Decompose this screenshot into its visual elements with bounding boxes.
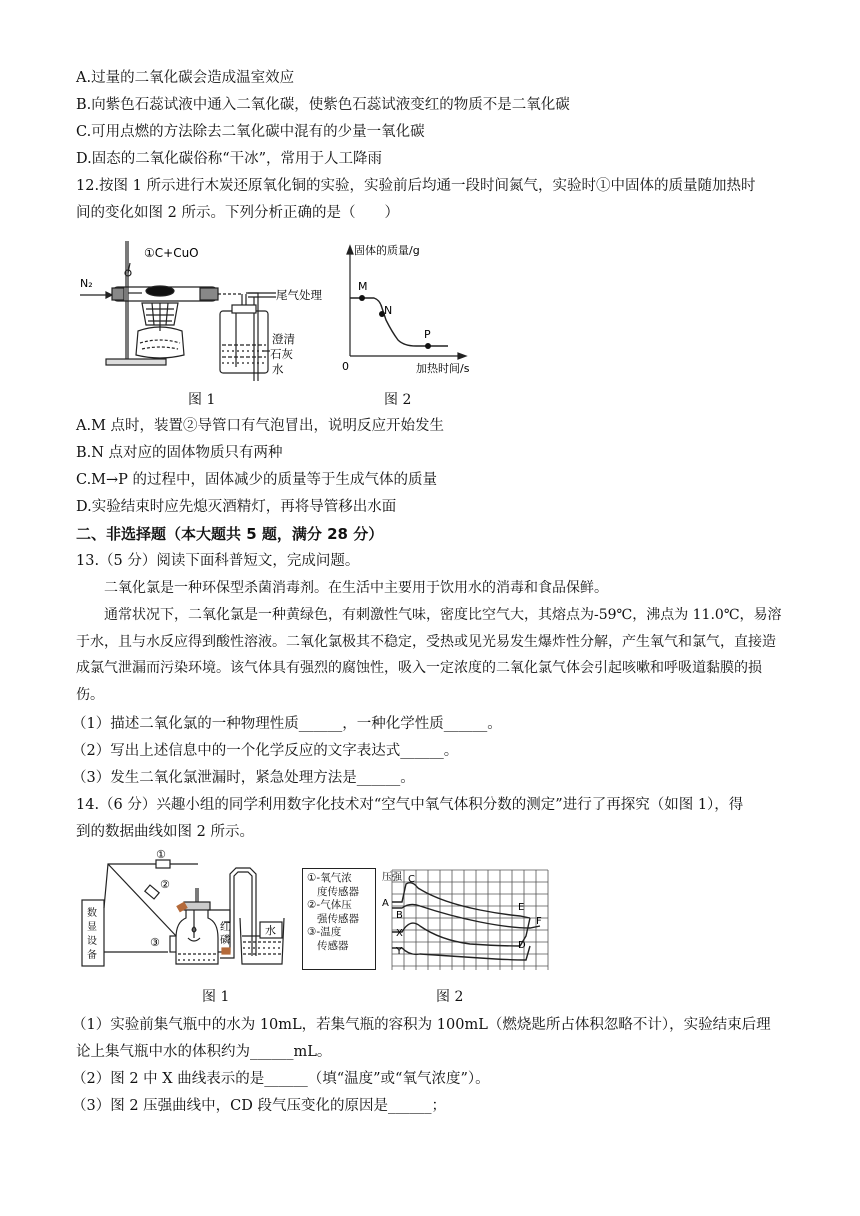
legend-temperature-1: ③-温度 [307, 926, 342, 938]
point-m-label: M [358, 280, 368, 293]
legend-oxygen-1: ①-氧气浓 [307, 872, 352, 884]
legend-pressure-1: ②-气体压 [307, 899, 352, 911]
q12-figure1-caption: 图 1 [188, 392, 216, 408]
curve-label-a: A [382, 898, 389, 909]
q13-stem: 13.（5 分）阅读下面科普短文，完成问题。 [76, 553, 360, 569]
curve-label-b: B [396, 910, 403, 921]
curve-label-d: D [518, 940, 526, 951]
fig2-origin: 0 [342, 360, 349, 373]
curve-label-c: C [408, 874, 415, 885]
pressure-label: 压强 [382, 872, 402, 883]
section2-title: 二、非选择题（本大题共 5 题，满分 28 分） [76, 525, 384, 543]
q14-figure2-caption: 图 2 [436, 989, 464, 1005]
tube-contents-label: ①C+CuO [144, 246, 199, 260]
fig2-ylabel: 固体的质量/g [354, 244, 420, 257]
curve-label-x: X [396, 928, 403, 939]
legend-pressure-2: 强传感器 [317, 912, 359, 925]
curve-label-f: F [536, 916, 542, 927]
q12-stem-line1: 12.按图 1 所示进行木炭还原氧化铜的实验，实验前后均通一段时间氮气，实验时①中固体的质量随加热时 [76, 178, 756, 194]
q12-option-b: B.N 点对应的固体物质只有两种 [76, 445, 283, 461]
q13-subquestion-2: （2）写出上述信息中的一个化学反应的文字表达式______。 [72, 743, 459, 759]
curve-label-y: Y [396, 946, 403, 957]
q13-subquestion-3: （3）发生二氧化氯泄漏时，紧急处理方法是______。 [72, 770, 415, 786]
q12-figure2-caption: 图 2 [384, 392, 412, 408]
q12-figure1-apparatus [76, 233, 336, 381]
point-p-dot [425, 343, 431, 349]
q13-passage-para2: 通常状况下，二氧化氯是一种黄绿色，有刺激性气味，密度比空气大，其熔点为-59℃，沸点为 11.0℃，易溶于水，且与水反应得到酸性溶液。二氧化氯极其不稳定，受热或见光易发生爆炸性分解，产生氧气和氯气，直接造成氯气泄漏而污染环境。该气体具有强烈的腐蚀性，吸入一定浓度的二氧化氯气体会引起咳嗽和呼吸道黏膜的损伤。 [76, 607, 782, 703]
q14-figure2-graph [380, 866, 550, 974]
limewater-label-3: 水 [272, 362, 284, 376]
n2-label: N₂ [80, 277, 93, 290]
q12-option-a: A.M 点时，装置②导管口有气泡冒出，说明反应开始发生 [76, 418, 445, 434]
legend-oxygen-2: 度传感器 [317, 885, 359, 898]
q14-subquestion-2: （2）图 2 中 X 曲线表示的是______（填“温度”或“氧气浓度”）。 [72, 1071, 490, 1087]
q14-subquestion-3: （3）图 2 压强曲线中，CD 段气压变化的原因是______； [72, 1098, 446, 1114]
q11-option-b: B.向紫色石蕊试液中通入二氧化碳，使紫色石蕊试液变红的物质不是二氧化碳 [76, 97, 570, 113]
sensor1-marker: ① [156, 848, 166, 861]
tail-gas-label: 尾气处理 [276, 288, 322, 302]
limewater-label-2: 石灰 [270, 347, 293, 361]
red-phosphorus-label-2: 磷 [220, 934, 231, 946]
q11-option-c: C.可用点燃的方法除去二氧化碳中混有的少量一氧化碳 [76, 124, 425, 140]
water-label: 水 [265, 924, 276, 937]
legend-temperature-2: 传感器 [317, 939, 349, 952]
point-p-label: P [424, 328, 431, 341]
display-device-label-4: 备 [87, 950, 97, 961]
q14-figure1-apparatus [78, 848, 300, 972]
q13-passage-para1: 二氧化氯是一种环保型杀菌消毒剂。在生活中主要用于饮用水的消毒和食品保鲜。 [104, 580, 608, 596]
display-device-label-1: 数 [87, 908, 97, 919]
sensor3-marker: ③ [150, 936, 160, 949]
q14-stem-line1: 14.（6 分）兴趣小组的同学利用数字化技术对“空气中氧气体积分数的测定”进行了再探究（如图 1），得 [76, 797, 744, 813]
q14-subquestion-1-line2: 论上集气瓶中水的体积约为______mL。 [76, 1044, 332, 1060]
point-n-label: N [384, 304, 393, 317]
red-phosphorus-label-1: 红 [220, 921, 231, 933]
q11-option-d: D.固态的二氧化碳俗称“干冰”，常用于人工降雨 [76, 151, 383, 167]
q12-stem-line2: 间的变化如图 2 所示。下列分析正确的是（ ） [76, 205, 399, 221]
display-device-label-3: 设 [87, 936, 97, 947]
fig2-xlabel: 加热时间/s [416, 362, 470, 375]
limewater-label-1: 澄清 [272, 332, 295, 346]
sensor2-marker: ② [160, 878, 170, 891]
display-device-label-2: 显 [87, 922, 97, 933]
q12-option-c: C.M→P 的过程中，固体减少的质量等于生成气体的质量 [76, 472, 438, 488]
q14-sensor-legend [302, 868, 376, 970]
curve-label-e: E [518, 902, 525, 913]
q11-option-a: A.过量的二氧化碳会造成温室效应 [76, 70, 295, 86]
q12-figure2-graph [336, 238, 486, 378]
point-m-dot [359, 295, 365, 301]
q14-stem-line2: 到的数据曲线如图 2 所示。 [76, 824, 254, 840]
q14-figure1-caption: 图 1 [202, 989, 230, 1005]
q14-subquestion-1-line1: （1）实验前集气瓶中的水为 10mL，若集气瓶的容积为 100mL（燃烧匙所占体积忽略不计），实验结束后理 [72, 1017, 771, 1033]
q13-subquestion-1: （1）描述二氧化氯的一种物理性质______，一种化学性质______。 [72, 716, 502, 732]
q12-option-d: D.实验结束时应先熄灭酒精灯，再将导管移出水面 [76, 499, 397, 515]
